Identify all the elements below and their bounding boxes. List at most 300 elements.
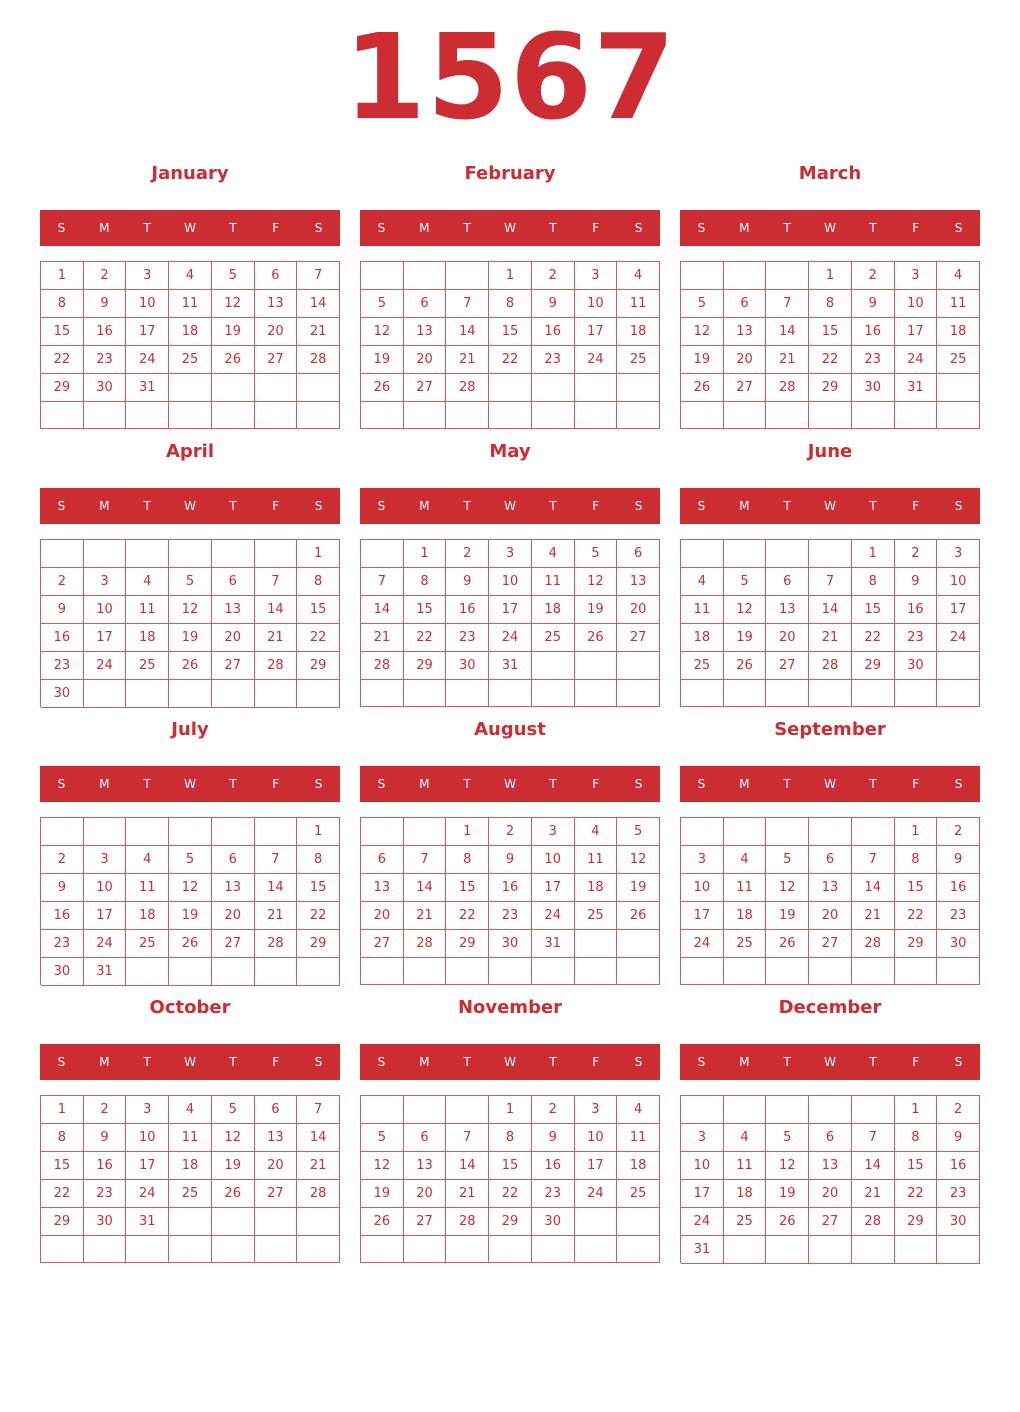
day-cell: 2 [937,818,980,846]
empty-day-cell [809,1236,852,1264]
day-cell: 18 [126,902,169,930]
day-cell: 14 [297,290,340,318]
day-cell: 10 [681,874,724,902]
day-cell: 21 [361,624,404,652]
day-grid [40,261,340,429]
empty-day-cell [766,540,809,568]
day-cell: 10 [937,568,980,596]
empty-day-cell [41,402,84,429]
empty-day-cell [446,1236,489,1263]
empty-day-cell [126,1236,169,1263]
day-cell: 12 [169,596,212,624]
empty-day-cell [532,958,575,985]
day-cell: 27 [361,930,404,958]
weekday-label: W [184,1055,196,1069]
empty-day-cell [681,262,724,290]
day-cell: 29 [446,930,489,958]
weekday-label: T [143,221,151,235]
weekday-label: T [229,777,237,791]
day-cell: 15 [489,1152,532,1180]
empty-day-cell [575,680,618,707]
day-cell: 8 [895,1124,938,1152]
day-cell: 13 [809,1152,852,1180]
weekday-label: W [824,1055,836,1069]
empty-day-cell [169,374,212,402]
weekday-header [360,1044,660,1080]
day-cell: 19 [617,874,660,902]
weekday-label: M [739,221,750,235]
day-cell: 24 [895,346,938,374]
empty-day-cell [297,1236,340,1263]
weekday-label: W [184,777,196,791]
day-cell: 16 [84,1152,127,1180]
day-cell: 22 [809,346,852,374]
weekday-label: T [783,499,791,513]
day-cell: 26 [766,930,809,958]
day-cell: 23 [41,930,84,958]
day-cell: 11 [169,1124,212,1152]
day-cell: 18 [169,1152,212,1180]
day-cell: 27 [255,1180,298,1208]
day-cell: 25 [126,930,169,958]
weekday-label: M [99,777,110,791]
weekday-label: S [954,499,963,513]
day-cell: 15 [895,1152,938,1180]
day-cell: 6 [766,568,809,596]
weekday-label: T [869,499,877,513]
day-cell: 5 [724,568,767,596]
weekday-label: M [419,1055,430,1069]
weekday-label: S [697,1055,706,1069]
day-cell: 21 [297,318,340,346]
month-name: May [489,441,531,462]
day-cell: 14 [446,318,489,346]
empty-day-cell [617,1208,660,1236]
day-cell: 27 [255,346,298,374]
day-cell: 19 [169,624,212,652]
day-cell: 29 [41,374,84,402]
day-grid [360,539,660,707]
empty-day-cell [489,374,532,402]
day-cell: 6 [809,1124,852,1152]
day-cell: 16 [937,1152,980,1180]
day-cell: 23 [937,902,980,930]
empty-day-cell [169,680,212,708]
day-cell: 20 [404,346,447,374]
day-cell: 19 [212,1152,255,1180]
day-cell: 8 [297,846,340,874]
empty-day-cell [404,958,447,985]
day-cell: 18 [575,874,618,902]
day-cell: 25 [681,652,724,680]
empty-day-cell [852,1096,895,1124]
day-cell: 4 [937,262,980,290]
day-cell: 26 [361,1208,404,1236]
empty-day-cell [617,680,660,707]
day-cell: 27 [809,930,852,958]
day-cell: 18 [532,596,575,624]
weekday-label: S [954,221,963,235]
empty-day-cell [212,680,255,708]
day-cell: 9 [937,1124,980,1152]
weekday-label: F [592,221,600,235]
weekday-label: S [954,1055,963,1069]
day-cell: 9 [895,568,938,596]
day-cell: 3 [937,540,980,568]
empty-day-cell [575,1236,618,1263]
day-cell: 25 [937,346,980,374]
empty-day-cell [937,374,980,402]
empty-day-cell [126,540,169,568]
weekday-label: W [824,777,836,791]
empty-day-cell [41,818,84,846]
empty-day-cell [446,680,489,707]
empty-day-cell [937,958,980,985]
empty-day-cell [212,1236,255,1263]
weekday-label: T [143,777,151,791]
day-cell: 7 [446,290,489,318]
empty-day-cell [575,652,618,680]
weekday-label: T [869,777,877,791]
day-cell: 9 [852,290,895,318]
day-grid [680,261,980,429]
day-cell: 26 [212,1180,255,1208]
weekday-label: S [697,221,706,235]
empty-day-cell [532,402,575,429]
day-cell: 21 [255,902,298,930]
empty-day-cell [446,402,489,429]
day-cell: 10 [532,846,575,874]
day-cell: 31 [126,1208,169,1236]
empty-day-cell [937,402,980,429]
empty-day-cell [852,958,895,985]
day-cell: 11 [126,596,169,624]
day-cell: 23 [84,346,127,374]
day-cell: 5 [766,846,809,874]
day-cell: 21 [404,902,447,930]
empty-day-cell [404,1096,447,1124]
day-cell: 25 [617,1180,660,1208]
day-cell: 2 [895,540,938,568]
empty-day-cell [724,1236,767,1264]
day-cell: 3 [895,262,938,290]
day-cell: 8 [41,1124,84,1152]
empty-day-cell [212,958,255,986]
day-cell: 27 [809,1208,852,1236]
weekday-label: S [377,499,386,513]
day-cell: 9 [84,290,127,318]
weekday-label: F [912,499,920,513]
day-cell: 13 [617,568,660,596]
day-cell: 12 [617,846,660,874]
day-cell: 21 [852,1180,895,1208]
empty-day-cell [404,818,447,846]
weekday-label: T [783,777,791,791]
weekday-label: S [634,221,643,235]
day-cell: 6 [404,1124,447,1152]
day-grid [680,539,980,707]
day-cell: 25 [169,1180,212,1208]
weekday-header [680,210,980,246]
day-cell: 16 [41,902,84,930]
day-cell: 27 [617,624,660,652]
empty-day-cell [255,958,298,986]
weekday-label: S [697,777,706,791]
day-cell: 10 [575,290,618,318]
day-cell: 20 [766,624,809,652]
day-cell: 1 [489,262,532,290]
day-cell: 5 [575,540,618,568]
day-cell: 14 [297,1124,340,1152]
day-cell: 9 [84,1124,127,1152]
day-cell: 7 [852,846,895,874]
weekday-label: S [314,499,323,513]
day-cell: 30 [937,930,980,958]
day-cell: 28 [446,374,489,402]
weekday-label: M [739,499,750,513]
day-cell: 29 [41,1208,84,1236]
day-cell: 22 [895,902,938,930]
empty-day-cell [446,1096,489,1124]
day-cell: 30 [937,1208,980,1236]
empty-day-cell [895,402,938,429]
month-name: January [151,163,229,184]
day-cell: 16 [489,874,532,902]
empty-day-cell [681,540,724,568]
day-cell: 29 [895,1208,938,1236]
empty-day-cell [84,540,127,568]
day-cell: 5 [361,290,404,318]
empty-day-cell [126,402,169,429]
day-cell: 29 [404,652,447,680]
empty-day-cell [895,680,938,707]
day-cell: 8 [41,290,84,318]
weekday-header [680,488,980,524]
empty-day-cell [169,818,212,846]
day-cell: 9 [937,846,980,874]
empty-day-cell [575,958,618,985]
empty-day-cell [489,402,532,429]
day-cell: 14 [852,874,895,902]
weekday-label: F [272,777,280,791]
weekday-header [40,488,340,524]
weekday-header [680,1044,980,1080]
day-cell: 24 [681,1208,724,1236]
day-cell: 13 [255,1124,298,1152]
weekday-label: T [229,499,237,513]
empty-day-cell [937,1236,980,1264]
empty-day-cell [809,402,852,429]
day-cell: 15 [809,318,852,346]
day-cell: 19 [766,902,809,930]
day-cell: 10 [126,1124,169,1152]
day-cell: 18 [937,318,980,346]
weekday-label: T [549,499,557,513]
day-cell: 4 [169,262,212,290]
day-grid [680,817,980,985]
day-cell: 5 [169,846,212,874]
day-cell: 21 [446,1180,489,1208]
weekday-header [360,766,660,802]
day-cell: 17 [126,318,169,346]
day-cell: 30 [532,1208,575,1236]
empty-day-cell [766,262,809,290]
day-cell: 31 [84,958,127,986]
day-cell: 27 [212,652,255,680]
day-cell: 5 [169,568,212,596]
day-cell: 11 [681,596,724,624]
month-name: April [165,441,215,462]
day-cell: 21 [809,624,852,652]
weekday-label: M [99,221,110,235]
day-cell: 4 [724,1124,767,1152]
day-cell: 5 [212,1096,255,1124]
day-cell: 22 [297,624,340,652]
day-cell: 10 [681,1152,724,1180]
day-cell: 14 [404,874,447,902]
day-cell: 18 [681,624,724,652]
day-cell: 24 [937,624,980,652]
day-cell: 16 [937,874,980,902]
weekday-header [360,210,660,246]
day-cell: 7 [361,568,404,596]
day-cell: 30 [84,374,127,402]
empty-day-cell [724,540,767,568]
empty-day-cell [766,1236,809,1264]
day-cell: 3 [126,1096,169,1124]
weekday-label: T [549,1055,557,1069]
day-cell: 22 [852,624,895,652]
day-cell: 1 [297,540,340,568]
empty-day-cell [297,680,340,708]
empty-day-cell [126,818,169,846]
day-cell: 19 [681,346,724,374]
day-cell: 18 [617,318,660,346]
empty-day-cell [724,1096,767,1124]
weekday-label: T [143,499,151,513]
day-cell: 26 [766,1208,809,1236]
day-cell: 9 [41,596,84,624]
day-cell: 30 [852,374,895,402]
day-cell: 23 [446,624,489,652]
empty-day-cell [404,680,447,707]
day-cell: 4 [169,1096,212,1124]
day-cell: 11 [617,1124,660,1152]
weekday-label: W [824,221,836,235]
weekday-label: S [57,777,66,791]
day-cell: 16 [84,318,127,346]
day-cell: 20 [212,624,255,652]
day-cell: 19 [212,318,255,346]
day-grid [360,1095,660,1263]
weekday-header [680,766,980,802]
day-cell: 2 [532,262,575,290]
empty-day-cell [404,1236,447,1263]
day-cell: 5 [766,1124,809,1152]
weekday-label: F [272,221,280,235]
weekday-label: F [272,1055,280,1069]
empty-day-cell [809,958,852,985]
weekday-label: T [463,1055,471,1069]
day-cell: 26 [169,930,212,958]
day-cell: 1 [297,818,340,846]
empty-day-cell [361,680,404,707]
day-cell: 19 [169,902,212,930]
empty-day-cell [169,402,212,429]
day-cell: 23 [937,1180,980,1208]
empty-day-cell [255,680,298,708]
day-cell: 11 [724,874,767,902]
day-cell: 27 [766,652,809,680]
day-cell: 7 [255,568,298,596]
empty-day-cell [41,1236,84,1263]
day-cell: 22 [41,1180,84,1208]
empty-day-cell [809,818,852,846]
day-cell: 28 [255,930,298,958]
empty-day-cell [361,262,404,290]
empty-day-cell [84,818,127,846]
day-cell: 14 [446,1152,489,1180]
day-cell: 24 [84,652,127,680]
day-cell: 15 [297,874,340,902]
empty-day-cell [766,1096,809,1124]
day-cell: 28 [809,652,852,680]
day-cell: 15 [895,874,938,902]
day-cell: 23 [532,1180,575,1208]
empty-day-cell [532,374,575,402]
day-cell: 29 [489,1208,532,1236]
day-cell: 22 [446,902,489,930]
day-cell: 4 [681,568,724,596]
day-cell: 26 [361,374,404,402]
weekday-label: F [912,221,920,235]
empty-day-cell [297,374,340,402]
day-cell: 6 [404,290,447,318]
weekday-label: M [739,777,750,791]
day-cell: 5 [681,290,724,318]
empty-day-cell [255,374,298,402]
day-cell: 26 [212,346,255,374]
weekday-label: F [592,1055,600,1069]
day-cell: 17 [937,596,980,624]
day-cell: 9 [532,1124,575,1152]
day-cell: 31 [681,1236,724,1264]
weekday-label: F [912,1055,920,1069]
day-cell: 9 [489,846,532,874]
day-cell: 6 [212,846,255,874]
weekday-label: W [824,499,836,513]
day-cell: 13 [766,596,809,624]
weekday-label: F [592,499,600,513]
day-cell: 24 [532,902,575,930]
day-cell: 12 [575,568,618,596]
day-cell: 13 [255,290,298,318]
day-cell: 7 [766,290,809,318]
weekday-label: M [419,777,430,791]
day-cell: 3 [84,846,127,874]
empty-day-cell [724,402,767,429]
day-cell: 20 [617,596,660,624]
day-cell: 13 [404,1152,447,1180]
empty-day-cell [297,958,340,986]
empty-day-cell [724,818,767,846]
empty-day-cell [852,818,895,846]
empty-day-cell [297,402,340,429]
day-cell: 10 [575,1124,618,1152]
day-cell: 12 [724,596,767,624]
weekday-label: T [783,221,791,235]
empty-day-cell [617,652,660,680]
